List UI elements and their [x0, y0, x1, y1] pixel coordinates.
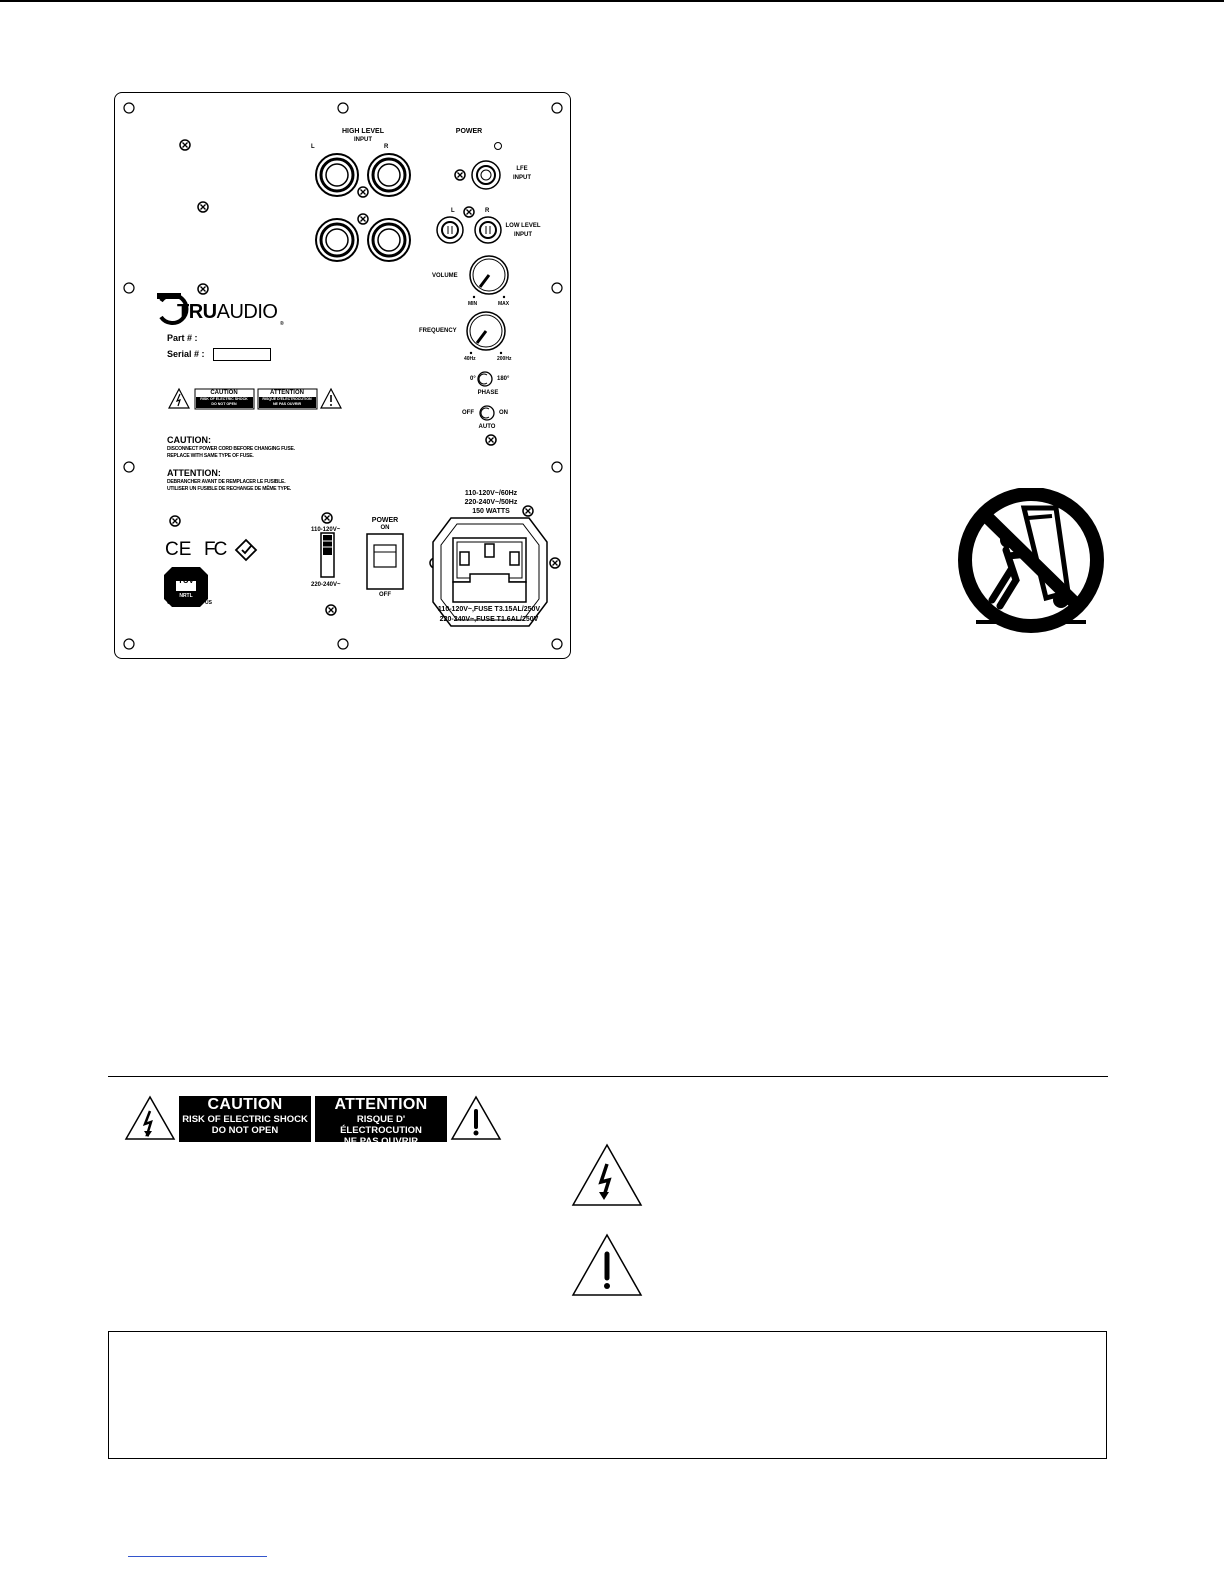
high-level-binding-posts [316, 154, 410, 261]
mounting-hole [552, 283, 562, 293]
tuv-c-label: C [167, 600, 171, 606]
high-level-left-label: L [311, 144, 315, 150]
mounting-hole [552, 103, 562, 113]
high-level-input-sub: INPUT [354, 137, 372, 143]
voltage-selector-switch [321, 533, 334, 577]
binding-post-icon [368, 154, 410, 196]
low-level-right-label: R [485, 208, 490, 214]
screw-icon [180, 140, 190, 150]
volume-max-label: MAX [498, 301, 510, 307]
lightning-bolt-warning-icon [570, 1142, 644, 1208]
attention-title: ATTENTION [334, 1096, 428, 1113]
lfe-input-title: LFE [516, 166, 528, 172]
auto-on-label: ON [499, 410, 508, 416]
attention-sub2: NE PAS OUVRIR [343, 1136, 419, 1147]
volume-min-label: MIN [468, 301, 478, 307]
voltage-220-label: 220-240V~ [311, 582, 341, 588]
phase-zero-label: 0° [470, 376, 476, 382]
caution-label-block [179, 1096, 311, 1142]
shock-hazard-triangle-icon [124, 1094, 176, 1142]
mounting-hole [338, 103, 348, 113]
power-on-label: ON [380, 525, 390, 531]
mounting-hole [124, 639, 134, 649]
brand-wordmark [177, 301, 277, 324]
fuse-attention-line1: DEBRANCHER AVANT DE REMPLACER LE FUSIBLE. [167, 479, 286, 485]
binding-post-icon [316, 154, 358, 196]
screw-icon [358, 214, 368, 224]
low-level-input-sub: INPUT [514, 232, 532, 238]
high-level-right-label: R [384, 144, 389, 150]
auto-off-label: OFF [462, 410, 474, 416]
auto-switch-icon [480, 406, 494, 420]
power-switch-title: POWER [371, 517, 399, 524]
amplifier-back-panel [114, 92, 571, 659]
mounting-hole [124, 283, 134, 293]
panel-attention-title: ATTENTION [270, 390, 304, 396]
screw-icon [523, 506, 533, 516]
tuv-us-label: US [205, 600, 212, 606]
fuse-rating-line1: 110-120V~,FUSE T3.15AL/250V [437, 606, 541, 613]
exclamation-triangle-icon [450, 1094, 502, 1142]
lfe-rca-jack-icon [472, 161, 500, 189]
fuse-caution-line1: DISCONNECT POWER CORD BEFORE CHANGING FUSE. [167, 446, 295, 452]
rating-line2: 220-240V~/50Hz [464, 499, 518, 506]
panel-exclamation-warning-icon [321, 389, 341, 408]
mounting-hole [552, 639, 562, 649]
notice-box [108, 1331, 1107, 1459]
phase-180-label: 180° [497, 376, 510, 382]
footer-link-underline[interactable] [128, 1556, 267, 1557]
screw-icon [464, 207, 474, 217]
fuse-attention-line2: UTILISER UN FUSIBLE DE RECHANGE DE MÊME TYPE. [167, 486, 292, 492]
panel-caution-title: CAUTION [210, 390, 238, 396]
power-led-icon [495, 143, 502, 150]
screw-icon [322, 513, 332, 523]
screw-icon [358, 187, 368, 197]
exclamation-warning-icon [570, 1232, 644, 1298]
section-divider [108, 1076, 1108, 1077]
fuse-rating-line2: 220-240V~,FUSE T1.6AL/250V [439, 616, 539, 623]
fuse-caution-line2: REPLACE WITH SAME TYPE OF FUSE. [167, 453, 254, 459]
low-level-left-label: L [451, 208, 455, 214]
mounting-hole [552, 462, 562, 472]
volume-knob-icon [470, 256, 508, 298]
screw-icon [486, 435, 496, 445]
low-level-input-title: LOW LEVEL [505, 223, 541, 229]
tuv-nrtl-label: NRTL [179, 593, 193, 599]
fcc-mark: FC [204, 539, 226, 560]
screw-icon [326, 605, 336, 615]
phase-switch-icon [478, 372, 492, 386]
power-off-label: OFF [379, 592, 391, 598]
auto-label: AUTO [478, 424, 496, 430]
brand-regular: AUDIO [216, 301, 278, 323]
panel-shock-warning-icon [169, 389, 189, 408]
rcm-mark-icon [236, 540, 256, 560]
panel-caution-sub2: DO NOT OPEN [211, 402, 237, 406]
mounting-hole [338, 639, 348, 649]
power-led-label: POWER [455, 128, 483, 135]
screw-icon [455, 170, 465, 180]
binding-post-icon [316, 219, 358, 261]
frequency-knob-icon [467, 312, 505, 354]
screw-icon [170, 516, 180, 526]
power-rocker-switch [367, 534, 403, 589]
rca-jack-right-icon [475, 217, 501, 243]
rca-jack-left-icon [437, 217, 463, 243]
screw-icon [550, 558, 560, 568]
panel-caution-sub1: RISK OF ELECTRIC SHOCK [200, 397, 248, 401]
brand-bold: TRU [177, 301, 217, 323]
lfe-input-sub: INPUT [513, 175, 531, 181]
caution-sub2: DO NOT OPEN [211, 1125, 279, 1136]
high-level-input-title: HIGH LEVEL [341, 128, 385, 135]
rating-line1: 110-120V~/60Hz [464, 490, 518, 497]
frequency-min-label: 40Hz [464, 356, 476, 362]
frequency-label: FREQUENCY [419, 328, 457, 334]
phase-label: PHASE [477, 390, 499, 396]
serial-number-label: Serial # : [167, 349, 205, 359]
brand-registered-mark: ® [280, 321, 284, 327]
ce-mark: CE [165, 539, 192, 560]
tuv-label: TÜV [178, 576, 194, 585]
serial-number-box [213, 348, 271, 361]
mounting-hole [124, 103, 134, 113]
panel-attention-sub1: RISQUE D'ÉLECTROCUTION [262, 397, 312, 401]
fuse-caution-heading: CAUTION: [167, 435, 211, 445]
part-number-label: Part # : [167, 333, 198, 343]
no-cart-tipover-icon [956, 488, 1106, 638]
mounting-hole [124, 462, 134, 472]
screw-icon [198, 284, 208, 294]
caution-title: CAUTION [207, 1096, 283, 1113]
fuse-attention-heading: ATTENTION: [167, 468, 221, 478]
top-rule [0, 0, 1224, 2]
attention-sub1: RISQUE D' ÉLECTROCUTION [340, 1114, 422, 1136]
caution-sub1: RISK OF ELECTRIC SHOCK [182, 1114, 308, 1125]
screw-icon [198, 202, 208, 212]
volume-label: VOLUME [432, 273, 458, 279]
panel-attention-sub2: NE PAS OUVRIR [272, 402, 302, 406]
rating-line3: 150 WATTS [472, 508, 510, 515]
frequency-max-label: 200Hz [497, 356, 512, 362]
voltage-110-label: 110-120V~ [311, 527, 341, 533]
attention-label-block [315, 1096, 447, 1147]
binding-post-icon [368, 219, 410, 261]
